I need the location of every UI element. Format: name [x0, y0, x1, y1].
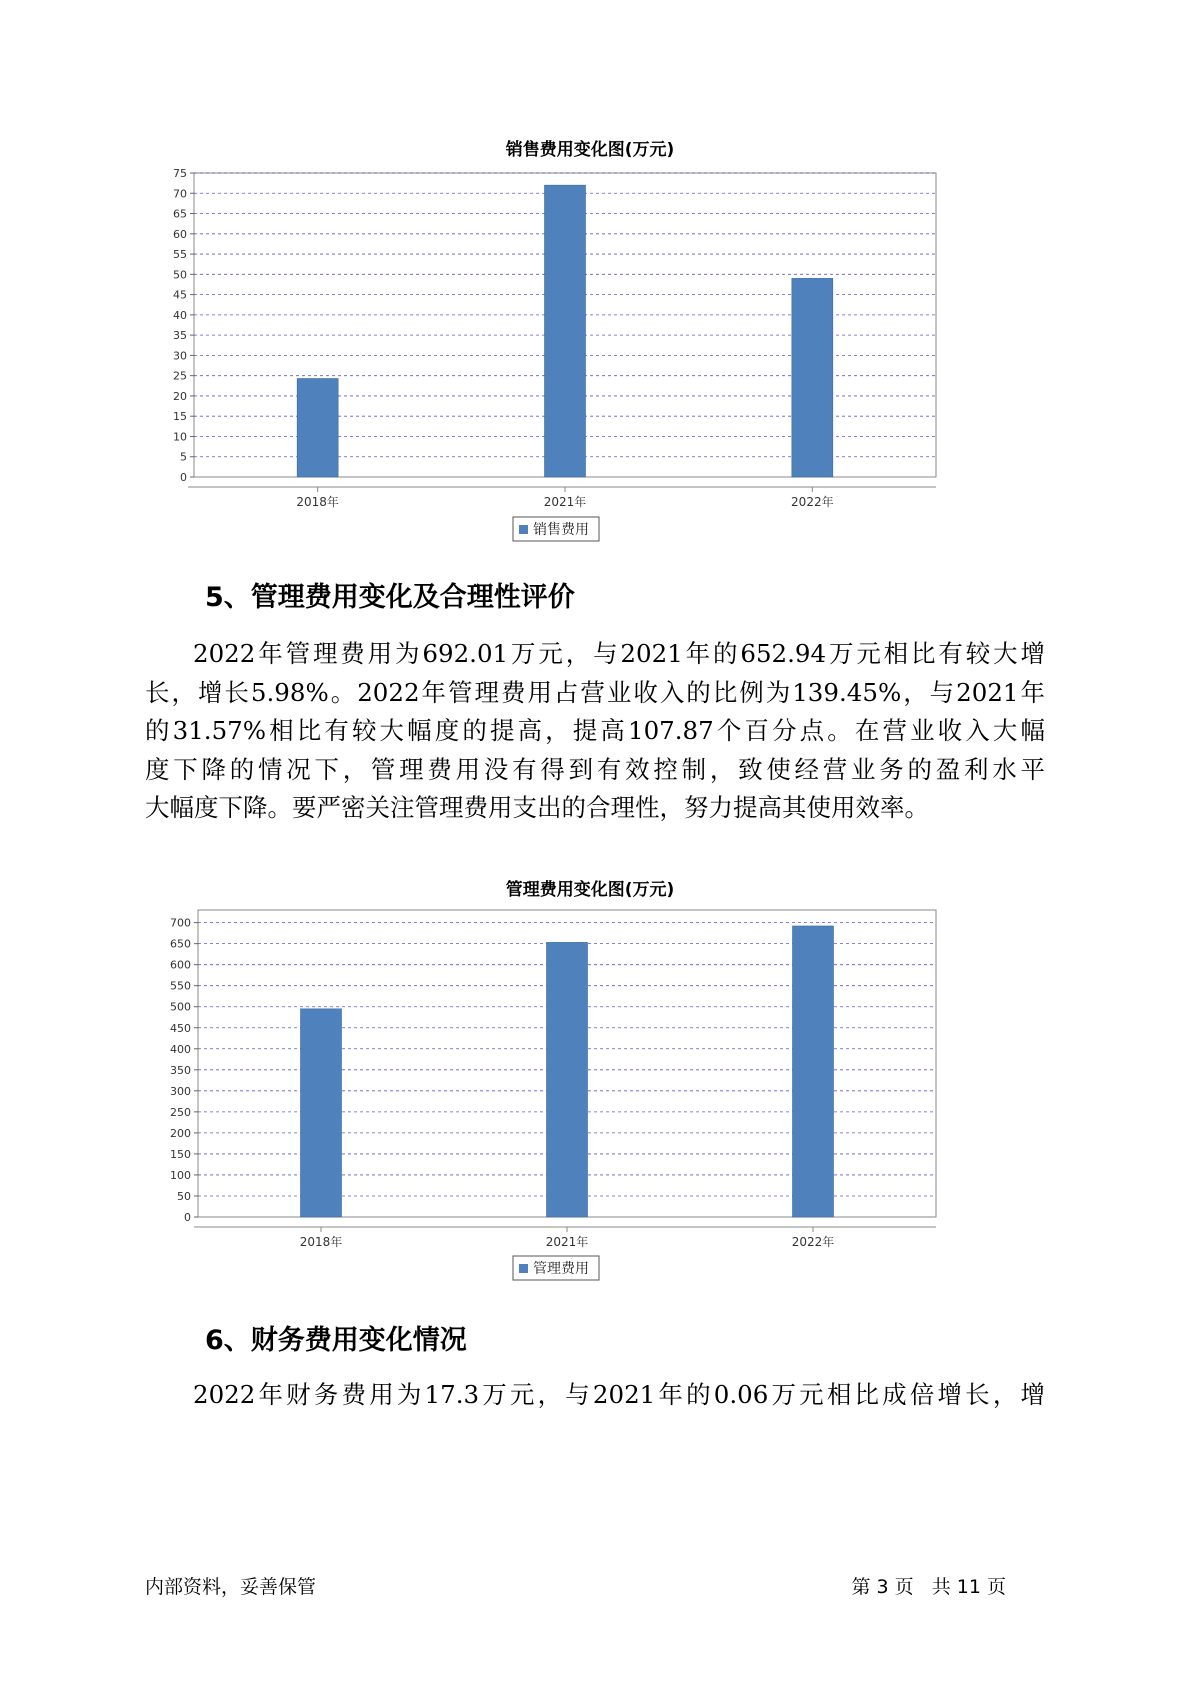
para-line: 度下降的情况下，管理费用没有得到有效控制，致使经营业务的盈利水平 [145, 754, 1045, 784]
y-tick-label: 55 [173, 248, 187, 262]
x-tick-label: 2021年 [545, 1235, 589, 1249]
y-tick-label: 250 [170, 1105, 191, 1119]
para-line: 2022年管理费用为692.01万元，与2021年的652.94万元相比有较大增 [193, 639, 1045, 668]
y-tick-label: 100 [170, 1168, 191, 1182]
y-tick-label: 700 [170, 916, 191, 930]
y-tick-label: 200 [170, 1126, 191, 1140]
legend-label: 销售费用 [533, 522, 589, 538]
para-line: 长，增长5.98%。2022年管理费用占营业收入的比例为139.45%，与2021年 [145, 677, 1045, 707]
footer-confidential: 内部资料，妥善保管 [145, 1576, 317, 1598]
y-tick-label: 65 [173, 207, 187, 221]
y-tick-label: 550 [170, 979, 191, 993]
y-tick-label: 150 [170, 1147, 191, 1161]
footer-page-number: 第 3 页 共 11 页 [851, 1576, 1006, 1598]
chart-canvas [140, 875, 1040, 1295]
y-tick-label: 70 [173, 187, 187, 201]
para-line: 的31.57%相比有较大幅度的提高，提高107.87个百分点。在营业收入大幅 [145, 716, 1045, 745]
x-tick-label: 2022年 [791, 495, 834, 509]
y-tick-label: 350 [170, 1063, 191, 1077]
legend-swatch [519, 1264, 528, 1273]
bar [297, 379, 338, 477]
y-tick-label: 0 [180, 471, 187, 484]
management-expense-chart [140, 875, 1040, 1295]
y-tick-label: 400 [170, 1042, 191, 1056]
y-tick-label: 25 [173, 369, 187, 383]
x-tick-label: 2018年 [299, 1235, 343, 1249]
bar [545, 185, 586, 477]
legend-label: 管理费用 [533, 1261, 589, 1277]
y-tick-label: 500 [170, 1000, 191, 1014]
y-tick-label: 600 [170, 958, 191, 972]
y-tick-label: 45 [173, 288, 187, 302]
y-tick-label: 60 [173, 227, 187, 241]
section-6-paragraph [145, 1376, 1045, 1415]
y-tick-label: 50 [177, 1189, 191, 1203]
bar [793, 926, 834, 1217]
section-6-heading: 6、财务费用变化情况 [205, 1325, 467, 1356]
y-tick-label: 300 [170, 1084, 191, 1098]
x-tick-label: 2018年 [296, 495, 339, 509]
y-tick-label: 35 [173, 329, 187, 343]
y-tick-label: 15 [173, 410, 187, 424]
y-tick-label: 40 [173, 308, 187, 322]
para-line: 大幅度下降。要严密关注管理费用支出的合理性，努力提高其使用效率。 [145, 793, 929, 822]
bar [301, 1009, 342, 1217]
chart-title: 销售费用变化图(万元) [505, 140, 675, 160]
y-tick-label: 0 [184, 1211, 191, 1224]
chart-title: 管理费用变化图(万元) [505, 880, 675, 900]
chart-canvas [140, 135, 1040, 555]
bar [547, 942, 588, 1217]
y-tick-label: 30 [173, 349, 187, 363]
y-tick-label: 650 [170, 937, 191, 951]
section-5-heading: 5、管理费用变化及合理性评价 [205, 582, 575, 613]
section-5-paragraph [145, 635, 1045, 828]
y-tick-label: 450 [170, 1021, 191, 1035]
para-line: 2022年财务费用为17.3万元，与2021年的0.06万元相比成倍增长，增 [193, 1380, 1045, 1409]
y-tick-label: 20 [173, 389, 187, 403]
x-tick-label: 2021年 [543, 495, 587, 509]
bar [792, 278, 833, 477]
x-tick-label: 2022年 [791, 1235, 835, 1249]
legend-swatch [519, 525, 528, 534]
y-tick-label: 75 [173, 167, 187, 180]
y-tick-label: 5 [180, 450, 187, 464]
sales-expense-chart [140, 135, 1040, 555]
y-tick-label: 10 [173, 430, 187, 444]
y-tick-label: 50 [173, 268, 187, 282]
